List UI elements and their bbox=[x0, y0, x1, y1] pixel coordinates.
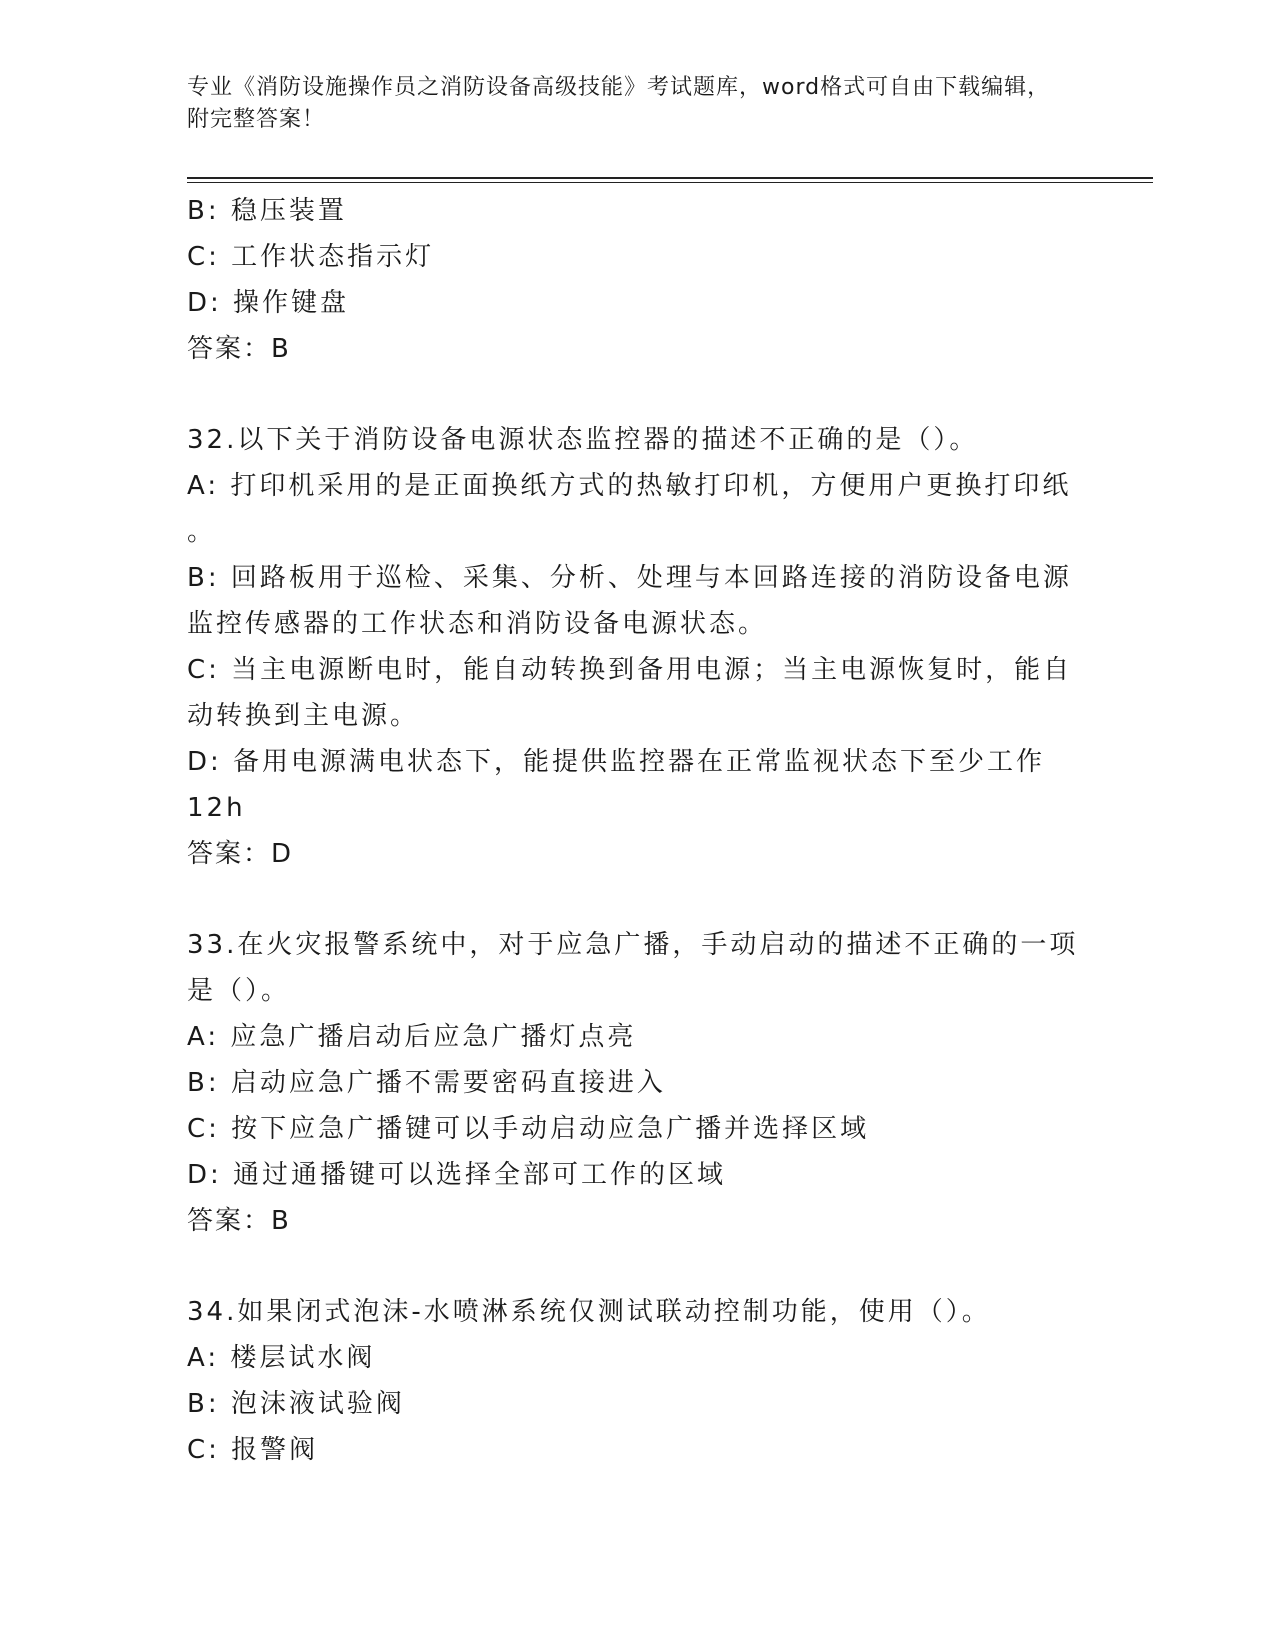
question-stem: 32.以下关于消防设备电源状态监控器的描述不正确的是（）。 bbox=[187, 425, 979, 455]
option-b-continued: 监控传感器的工作状态和消防设备电源状态。 bbox=[187, 609, 768, 639]
spacer bbox=[187, 877, 1087, 922]
option-c-continued: 动转换到主电源。 bbox=[187, 701, 420, 731]
page-header: 专业《消防设施操作员之消防设备高级技能》考试题库，word格式可自由下载编辑，附完整答案！ bbox=[187, 75, 1051, 132]
option-d-continued: 12h bbox=[187, 793, 246, 823]
option-c: C: 工作状态指示灯 bbox=[187, 242, 435, 272]
option-a: A: 楼层试水阀 bbox=[187, 1343, 376, 1373]
option-b: B: 启动应急广播不需要密码直接进入 bbox=[187, 1068, 666, 1098]
header-divider-thick bbox=[187, 177, 1153, 179]
option-a: A: 应急广播启动后应急广播灯点亮 bbox=[187, 1022, 637, 1052]
option-c: C: 报警阀 bbox=[187, 1435, 319, 1465]
spacer bbox=[187, 372, 1087, 417]
answer-line: 答案：D bbox=[187, 839, 294, 869]
header-divider-thin bbox=[187, 182, 1153, 183]
option-a: A: 打印机采用的是正面换纸方式的热敏打印机，方便用户更换打印纸 bbox=[187, 471, 1072, 501]
question-stem-continued: 是（）。 bbox=[187, 976, 291, 1006]
option-b: B: 泡沫液试验阀 bbox=[187, 1389, 405, 1419]
spacer bbox=[187, 1244, 1087, 1289]
question-content bbox=[187, 188, 1087, 1473]
option-a-continued: 。 bbox=[187, 517, 217, 547]
option-d: D: 备用电源满电状态下，能提供监控器在正常监视状态下至少工作 bbox=[187, 747, 1046, 777]
answer-line: 答案：B bbox=[187, 1206, 291, 1236]
option-c: C: 当主电源断电时，能自动转换到备用电源；当主电源恢复时，能自 bbox=[187, 655, 1073, 685]
option-c: C: 按下应急广播键可以手动启动应急广播并选择区域 bbox=[187, 1114, 870, 1144]
option-b: B: 回路板用于巡检、采集、分析、处理与本回路连接的消防设备电源 bbox=[187, 563, 1072, 593]
question-stem: 33.在火灾报警系统中，对于应急广播，手动启动的描述不正确的一项 bbox=[187, 930, 1079, 960]
answer-line: 答案：B bbox=[187, 334, 291, 364]
option-d: D: 通过通播键可以选择全部可工作的区域 bbox=[187, 1160, 727, 1190]
option-d: D: 操作键盘 bbox=[187, 288, 350, 318]
option-b: B: 稳压装置 bbox=[187, 196, 347, 226]
question-stem: 34.如果闭式泡沫-水喷淋系统仅测试联动控制功能，使用（）。 bbox=[187, 1297, 991, 1327]
